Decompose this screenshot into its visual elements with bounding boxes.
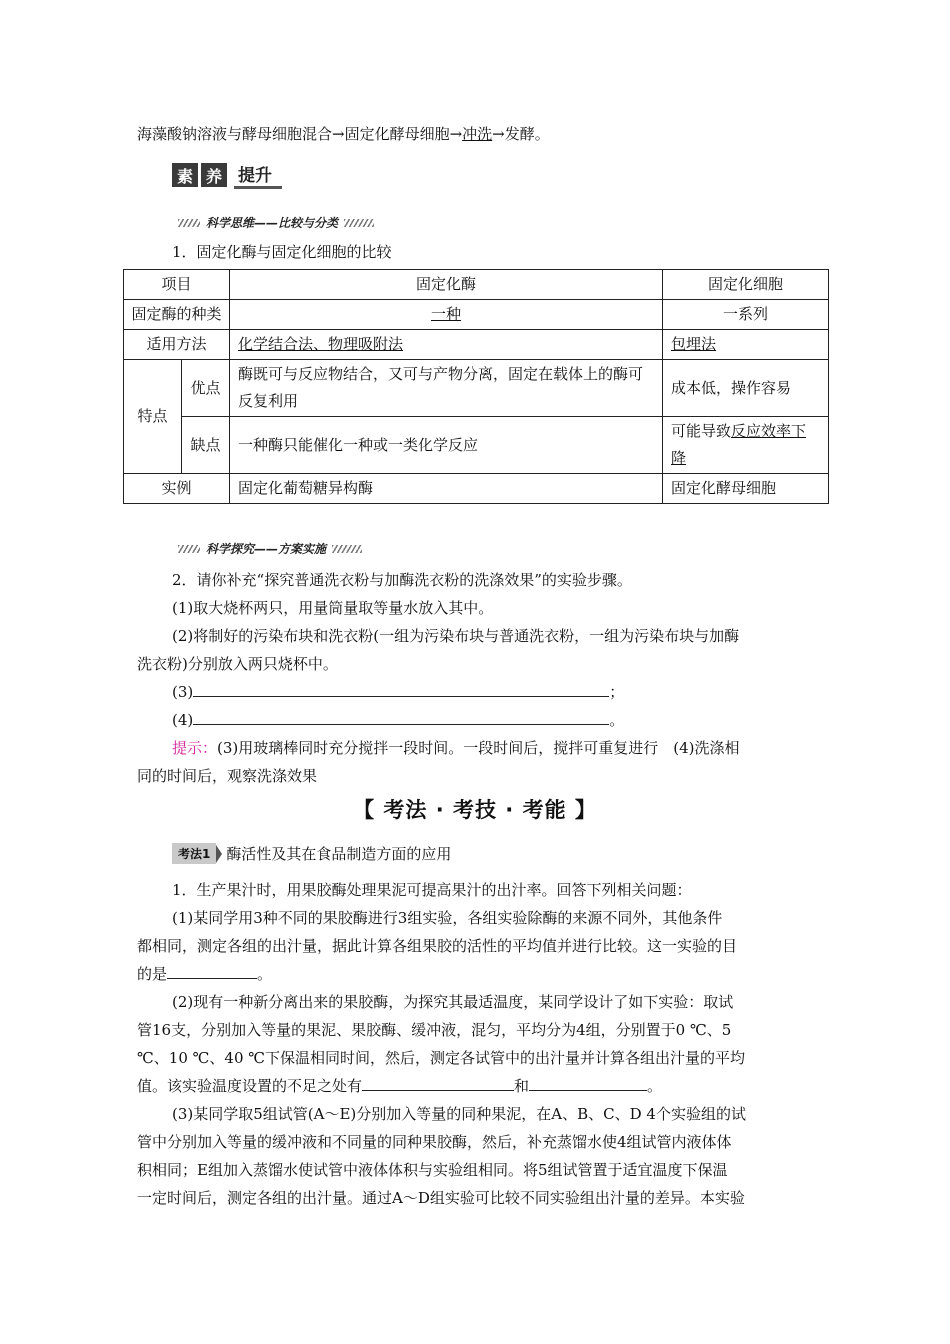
cell-cell-disadvantage bbox=[663, 417, 829, 474]
tag-text: 科学思维——比较与分类 bbox=[206, 216, 339, 230]
badge-tail: 提升 bbox=[234, 161, 282, 189]
q1-title: 1．固定化酶与固定化细胞的比较 bbox=[172, 243, 392, 261]
tag-scientific-inquiry bbox=[172, 540, 368, 557]
cell-cell-method-text: 包埋法 bbox=[671, 335, 717, 353]
p2a: (1)某同学用3种不同的果胶酶进行3组实验，各组实验除酶的来源不同外，其他条件 bbox=[172, 909, 723, 927]
kaofa-label: 考法1 bbox=[172, 843, 216, 864]
q2-hint-a bbox=[172, 738, 740, 758]
header-cell: 固定化细胞 bbox=[663, 270, 829, 300]
hint-text-a: (3)用玻璃棒同时充分搅拌一段时间。一段时间后，搅拌可重复进行 (4)洗涤相 bbox=[217, 739, 740, 757]
cell-enzyme-method bbox=[230, 330, 663, 360]
cell-enzyme-method-text: 化学结合法、物理吸附法 bbox=[238, 335, 404, 353]
row-label-feature: 特点 bbox=[124, 360, 182, 474]
table-row bbox=[124, 330, 829, 360]
row-label-method: 适用方法 bbox=[124, 330, 230, 360]
p4a: (3)某同学取5组试管(A～E)分别加入等量的同种果泥，在A、B、C、D 4个实验组的试 bbox=[172, 1105, 746, 1123]
p2c-text: 的是 bbox=[137, 965, 168, 983]
row-label-kind: 固定酶的种类 bbox=[124, 300, 230, 330]
p2c bbox=[137, 964, 272, 984]
hatch-left-icon bbox=[178, 545, 200, 553]
p3a: (2)现有一种新分离出来的果胶酶，为探究其最适温度，某同学设计了如下实验：取试 bbox=[172, 993, 734, 1011]
cell-enzyme-kind-text: 一种 bbox=[431, 305, 462, 323]
p4d: 一定时间后，测定各组的出汁量。通过A～D组实验可比较不同实验组出汁量的差异。本实验 bbox=[137, 1189, 745, 1207]
cell-cell-disadvantage-pre: 可能导致 bbox=[671, 422, 732, 440]
p4b: 管中分别加入等量的缓冲液和不同量的同种果胶酶，然后，补充蒸馏水使4组试管内液体体 bbox=[137, 1133, 732, 1151]
q2-step-4-end: 。 bbox=[609, 711, 625, 729]
q2-step-3-end: ； bbox=[609, 683, 625, 701]
q2-step-4 bbox=[172, 710, 624, 730]
q2-step-4-label: (4) bbox=[172, 711, 194, 729]
cell-cell-kind: 一系列 bbox=[663, 300, 829, 330]
badge-char-2: 养 bbox=[201, 163, 227, 187]
cell-enzyme-kind bbox=[230, 300, 663, 330]
q2-step-2a: (2)将制好的污染布块和洗衣粉(一组为污染布块与普通洗衣粉，一组为污染布块与加酶 bbox=[172, 627, 740, 645]
answer-blank[interactable] bbox=[529, 1076, 647, 1091]
row-label-advantage: 优点 bbox=[182, 360, 230, 417]
p3d-text: 值。该实验温度设置的不足之处有 bbox=[137, 1077, 363, 1095]
q2-step-2b: 洗衣粉)分别放入两只烧杯中。 bbox=[137, 655, 338, 673]
tag-text: 科学探究——方案实施 bbox=[206, 542, 327, 556]
q2-hint-b: 同的时间后，观察洗涤效果 bbox=[137, 767, 318, 785]
header-item: 项目 bbox=[124, 270, 230, 300]
comparison-table bbox=[123, 269, 829, 504]
p3d bbox=[137, 1076, 662, 1096]
hint-label: 提示： bbox=[172, 739, 218, 757]
badge-char-1: 素 bbox=[172, 163, 198, 187]
kaofa-title: 酶活性及其在食品制造方面的应用 bbox=[226, 845, 452, 863]
intro-end: →发酵。 bbox=[492, 125, 550, 143]
p3b: 管16支，分别加入等量的果泥、果胶酶、缓冲液，混匀，平均分为4组，分别置于0 ℃、5 bbox=[137, 1021, 732, 1039]
q2-step-1: (1)取大烧杯两只，用量筒量取等量水放入其中。 bbox=[172, 599, 494, 617]
answer-blank[interactable] bbox=[362, 1076, 514, 1091]
p1: 1．生产果汁时，用果胶酶处理果泥可提高果汁的出汁率。回答下列相关问题： bbox=[172, 881, 692, 899]
answer-blank[interactable] bbox=[193, 682, 609, 697]
p2c-end: 。 bbox=[257, 965, 273, 983]
answer-blank[interactable] bbox=[167, 964, 257, 979]
hatch-right-icon bbox=[332, 545, 362, 553]
cell-cell-method bbox=[663, 330, 829, 360]
p4c: 积相同；E组加入蒸馏水使试管中液体体积与实验组相同。将5组试管置于适宜温度下保温 bbox=[137, 1161, 728, 1179]
p3d-mid: 和 bbox=[514, 1077, 530, 1095]
triangle-icon bbox=[216, 845, 222, 863]
p3d-end: 。 bbox=[647, 1077, 663, 1095]
section-title: 【 考法 · 考技 · 考能 】 bbox=[353, 798, 597, 822]
answer-blank[interactable] bbox=[193, 710, 609, 725]
row-label-example: 实例 bbox=[124, 474, 230, 504]
p3c: ℃、10 ℃、40 ℃下保温相同时间，然后，测定各试管中的出汁量并计算各组出汁量的平均 bbox=[137, 1049, 746, 1067]
table-row bbox=[124, 360, 829, 417]
tag-scientific-thinking bbox=[172, 214, 380, 231]
q2-step-3-label: (3) bbox=[172, 683, 194, 701]
table-row bbox=[124, 417, 829, 474]
hatch-left-icon bbox=[178, 219, 200, 227]
literacy-badge bbox=[172, 162, 282, 188]
q2-title: 2．请你补充“探究普通洗衣粉与加酶洗衣粉的洗涤效果”的实验步骤。 bbox=[172, 571, 632, 589]
cell-cell-advantage: 成本低，操作容易 bbox=[663, 360, 829, 417]
cell-enzyme-disadvantage: 一种酶只能催化一种或一类化学反应 bbox=[230, 417, 663, 474]
hatch-right-icon bbox=[344, 219, 374, 227]
table-row bbox=[124, 474, 829, 504]
p2b: 都相同，测定各组的出汁量，据此计算各组果胶的活性的平均值并进行比较。这一实验的目 bbox=[137, 937, 738, 955]
cell-enzyme-example: 固定化葡萄糖异构酶 bbox=[230, 474, 663, 504]
table-row bbox=[124, 270, 829, 300]
header-enzyme: 固定化酶 bbox=[230, 270, 663, 300]
cell-cell-disadvantage-underlined: 反应效率下降 bbox=[671, 422, 807, 467]
intro-text: 海藻酸钠溶液与酵母细胞混合→固定化酵母细胞→ bbox=[137, 125, 463, 143]
cell-enzyme-advantage: 酶既可与反应物结合，又可与产物分离，固定在载体上的酶可反复利用 bbox=[230, 360, 663, 417]
row-label-disadvantage: 缺点 bbox=[182, 417, 230, 474]
intro-underlined: 冲洗 bbox=[462, 125, 493, 143]
intro-line bbox=[137, 124, 550, 144]
kaofa-header bbox=[172, 843, 451, 864]
cell-cell-example: 固定化酵母细胞 bbox=[663, 474, 829, 504]
table-row bbox=[124, 300, 829, 330]
q2-step-3 bbox=[172, 682, 624, 702]
